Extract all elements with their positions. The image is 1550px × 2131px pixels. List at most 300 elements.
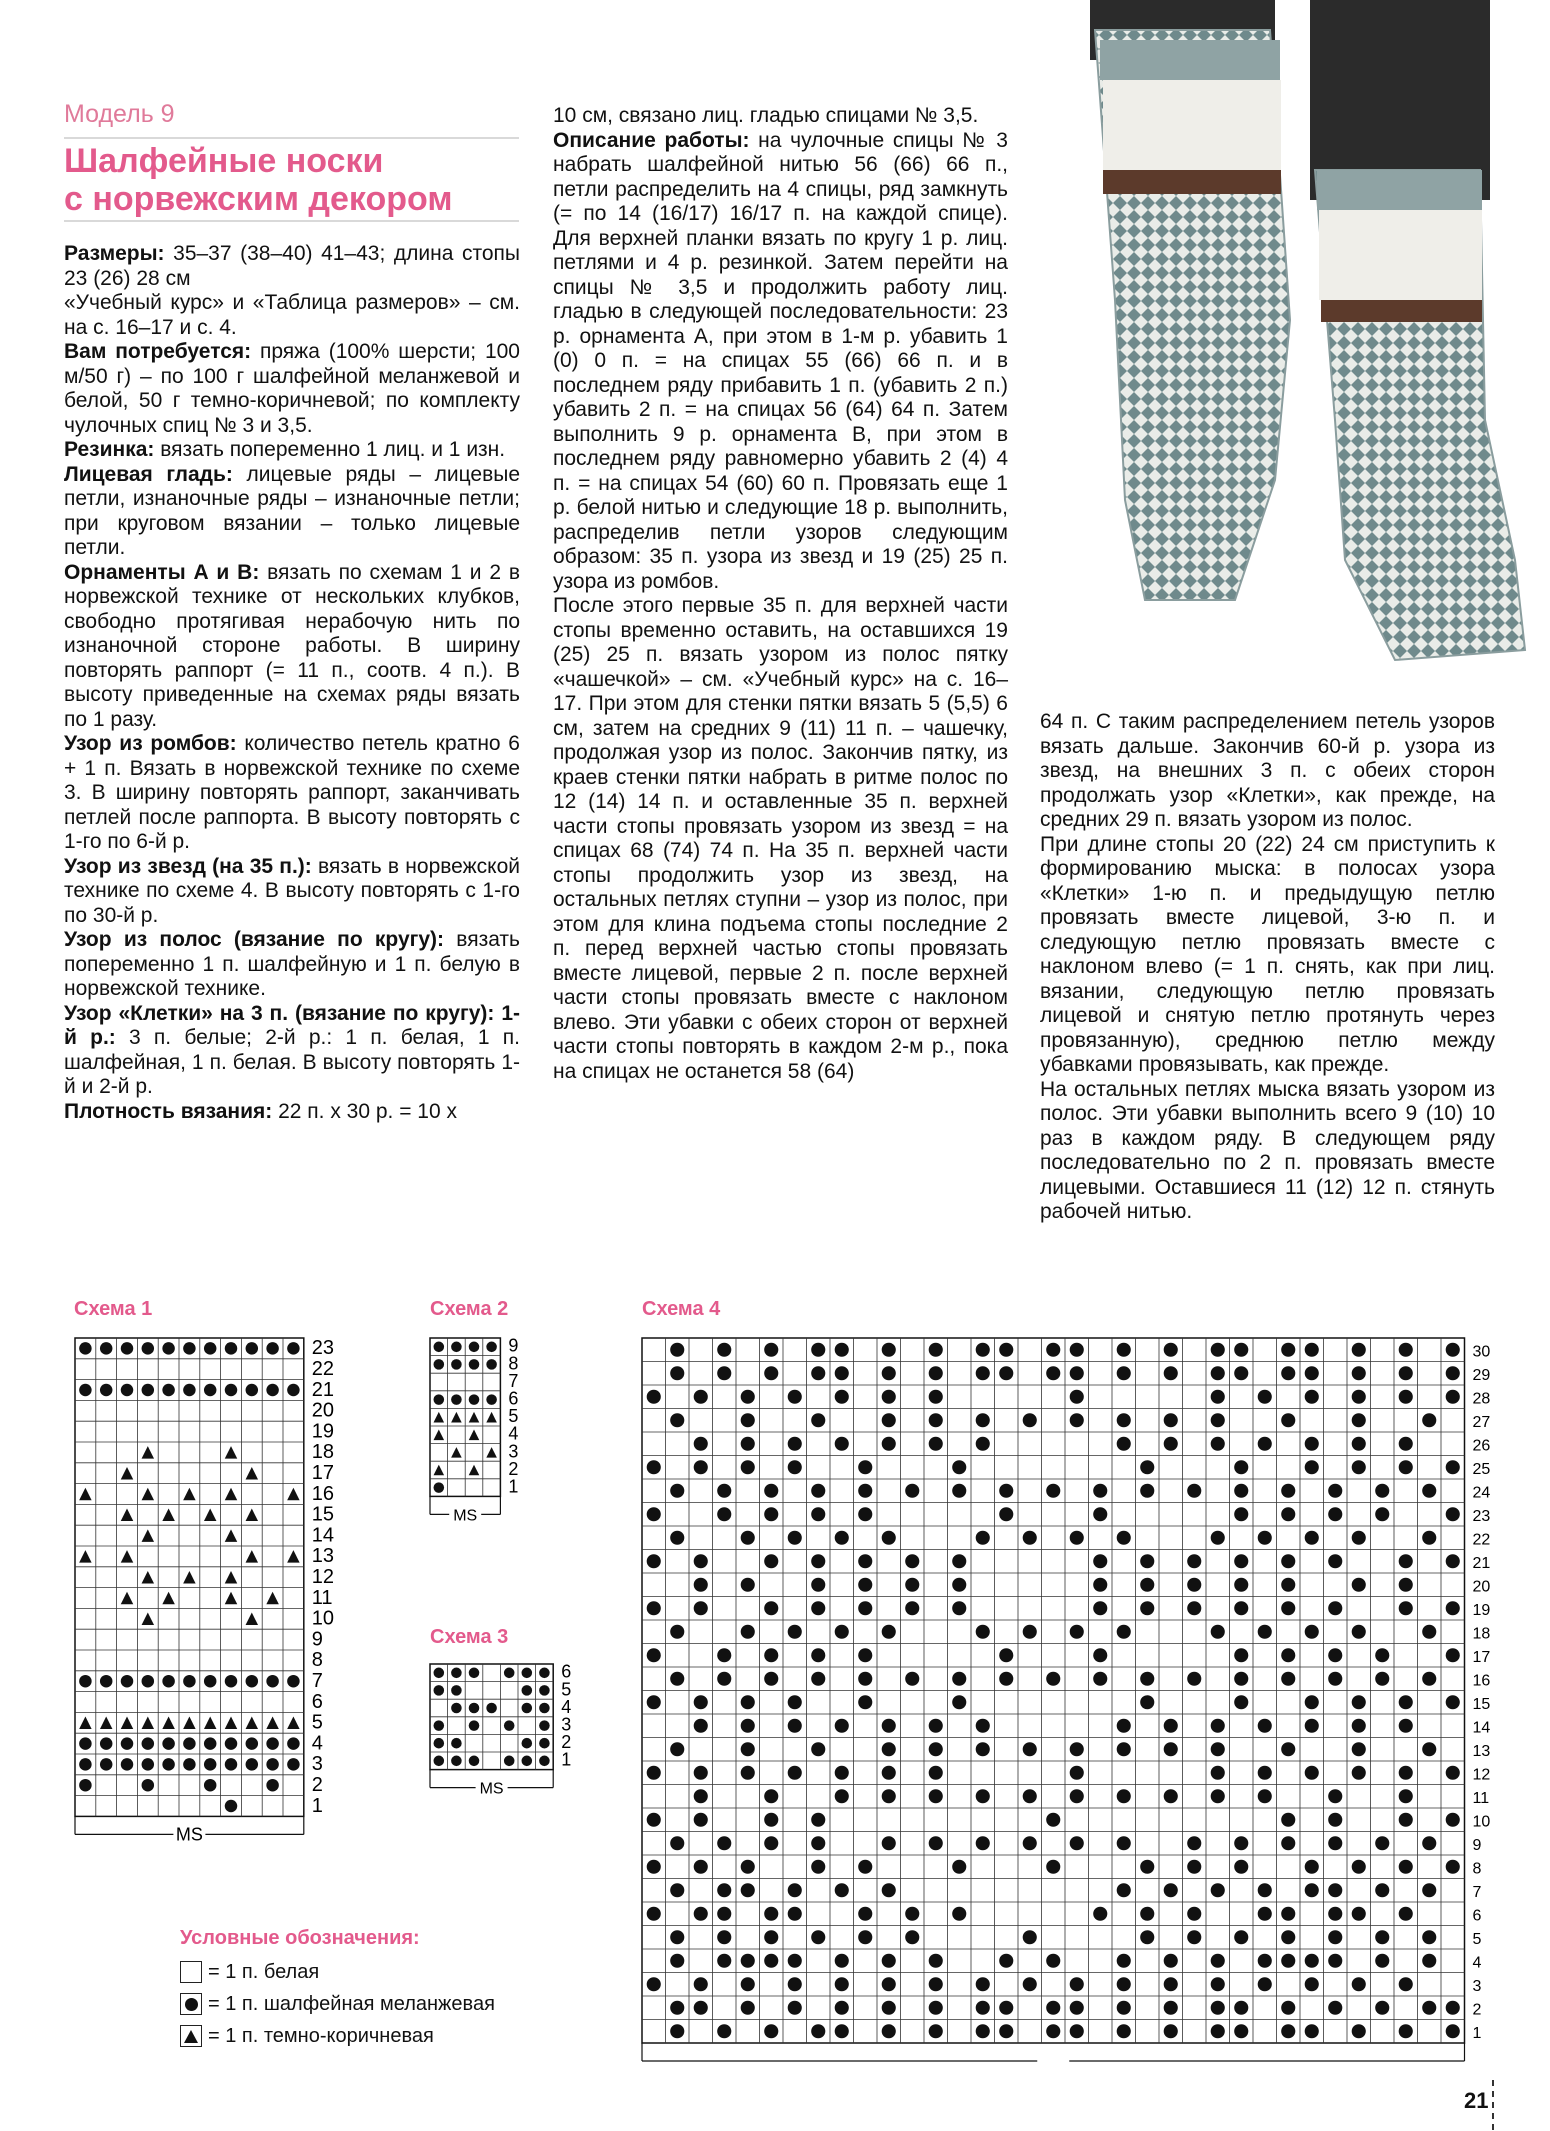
stitch-sage (647, 1695, 661, 1709)
stitch-sage (1140, 1860, 1154, 1874)
stitch-sage (1140, 1484, 1154, 1498)
text-column-2 (553, 104, 1008, 1084)
stitch-sage (287, 1675, 299, 1687)
stitch-sage (835, 1977, 849, 1991)
stitch-sage (486, 1342, 497, 1353)
stitch-sage (1399, 1977, 1413, 1991)
row-number: 3 (561, 1714, 572, 1735)
stitch-sage (905, 1930, 919, 1944)
stitch-sage (670, 1484, 684, 1498)
stitch-sage (183, 1675, 195, 1687)
stitch-sage (858, 1672, 872, 1686)
stitch-sage (952, 1601, 966, 1615)
stitch-sage (204, 1737, 216, 1749)
stitch-sage (1140, 1695, 1154, 1709)
paragraph-heading: Узор из полос (вязание по кругу): (64, 928, 445, 951)
stitch-sage (1140, 1578, 1154, 1592)
stitch-sage (835, 1883, 849, 1897)
stitch-sage (1117, 1883, 1131, 1897)
stitch-sage (522, 1685, 533, 1696)
stitch-sage (1070, 1789, 1084, 1803)
stitch-sage (1070, 1625, 1084, 1639)
stitch-sage (1187, 1484, 1201, 1498)
stitch-sage (1328, 1813, 1342, 1827)
stitch-sage (647, 1813, 661, 1827)
stitch-sage (1093, 1601, 1107, 1615)
stitch-sage (451, 1703, 462, 1714)
stitch-sage (1187, 1930, 1201, 1944)
row-number: 19 (1472, 1601, 1491, 1619)
stitch-sage (1258, 1977, 1272, 1991)
stitch-sage (788, 2001, 802, 2015)
stitch-sage (1446, 1766, 1460, 1780)
stitch-sage (1352, 1977, 1366, 1991)
stitch-sage (835, 1343, 849, 1357)
row-number: 13 (311, 1545, 335, 1568)
stitch-sage (539, 1703, 550, 1714)
stitch-sage (204, 1675, 216, 1687)
stitch-sage (929, 1789, 943, 1803)
stitch-sage (1211, 1625, 1225, 1639)
stitch-sage (266, 1758, 278, 1770)
paragraph-heading: Узор «Клетки» на 3 п. (вязание по кругу): 1-й р.: (64, 1001, 520, 1049)
stitch-sage (1352, 1766, 1366, 1780)
stitch-sage (1281, 1672, 1295, 1686)
stitch-sage (1281, 1813, 1295, 1827)
stitch-sage (999, 1343, 1013, 1357)
stitch-sage (1234, 1836, 1248, 1850)
stitch-sage (741, 1766, 755, 1780)
stitch-sage (1211, 1883, 1225, 1897)
stitch-sage (1258, 1883, 1272, 1897)
stitch-sage (835, 1437, 849, 1451)
stitch-sage (1399, 1860, 1413, 1874)
stitch-sage (929, 2024, 943, 2038)
stitch-sage (1305, 1460, 1319, 1474)
stitch-sage (1352, 1390, 1366, 1404)
stitch-sage (717, 1954, 731, 1968)
stitch-sage (246, 1384, 258, 1396)
stitch-sage (952, 1484, 966, 1498)
stitch-sage (905, 1578, 919, 1592)
stitch-sage (246, 1675, 258, 1687)
stitch-sage (882, 1883, 896, 1897)
stitch-sage (670, 2024, 684, 2038)
stitch-sage (287, 1737, 299, 1749)
stitch-sage (504, 1720, 515, 1731)
stitch-sage (1234, 2024, 1248, 2038)
stitch-sage (1305, 1883, 1319, 1897)
stitch-sage (811, 1742, 825, 1756)
stitch-sage (486, 1359, 497, 1370)
stitch-sage (647, 1554, 661, 1568)
stitch-sage (835, 1390, 849, 1404)
stitch-sage (1375, 1648, 1389, 1662)
stitch-sage (100, 1384, 112, 1396)
stitch-sage (469, 1756, 480, 1767)
stitch-sage (1234, 1554, 1248, 1568)
stitch-sage (121, 1384, 133, 1396)
paragraph (1040, 1078, 1495, 1225)
stitch-sage (976, 1789, 990, 1803)
stitch-sage (451, 1342, 462, 1353)
stitch-sage (1352, 1695, 1366, 1709)
stitch-sage (835, 1766, 849, 1780)
stitch-sage (905, 1484, 919, 1498)
row-number: 20 (311, 1399, 335, 1422)
stitch-sage (1140, 1672, 1154, 1686)
stitch-sage (1352, 1460, 1366, 1474)
row-number: 28 (1472, 1390, 1491, 1408)
cut-line (1492, 2080, 1494, 2130)
stitch-sage (1281, 2024, 1295, 2038)
row-number: 4 (311, 1732, 323, 1755)
stitch-sage (1258, 1390, 1272, 1404)
stitch-sage (670, 1413, 684, 1427)
stitch-sage (246, 1737, 258, 1749)
stitch-sage (1281, 1954, 1295, 1968)
row-number: 25 (1472, 1460, 1491, 1478)
stitch-sage (952, 1907, 966, 1921)
stitch-sage (1258, 1719, 1272, 1733)
stitch-sage (1305, 1625, 1319, 1639)
stitch-sage (882, 1531, 896, 1545)
row-number: 30 (1472, 1343, 1491, 1361)
stitch-sage (788, 1954, 802, 1968)
stitch-sage (1328, 1648, 1342, 1662)
stitch-sage (1164, 1343, 1178, 1357)
stitch-sage (929, 1413, 943, 1427)
legend-brown-label: = 1 п. темно-коричневая (208, 2025, 434, 2047)
stitch-sage (1352, 1719, 1366, 1733)
stitch-sage (451, 1685, 462, 1696)
stitch-sage (1046, 1954, 1060, 1968)
stitch-sage (1281, 1366, 1295, 1380)
stitch-sage (142, 1384, 154, 1396)
stitch-sage (1422, 2001, 1436, 2015)
stitch-sage (162, 1675, 174, 1687)
row-number: 12 (311, 1566, 335, 1589)
stitch-sage (1446, 2001, 1460, 2015)
legend-white-label: = 1 п. белая (208, 1961, 320, 1983)
paragraph (64, 1002, 520, 1100)
stitch-sage (162, 1384, 174, 1396)
stitch-sage (788, 1437, 802, 1451)
stitch-sage (1023, 1930, 1037, 1944)
row-number: 26 (1472, 1437, 1491, 1455)
stitch-sage (741, 1742, 755, 1756)
stitch-sage (1164, 1366, 1178, 1380)
stitch-sage (1375, 1883, 1389, 1897)
stitch-sage (858, 1484, 872, 1498)
stitch-sage (764, 1954, 778, 1968)
row-number: 3 (508, 1441, 519, 1462)
stitch-sage (976, 1437, 990, 1451)
stitch-sage (1046, 2001, 1060, 2015)
stitch-sage (1399, 1719, 1413, 1733)
stitch-sage (741, 1578, 755, 1592)
stitch-sage (79, 1779, 91, 1791)
stitch-sage (741, 1460, 755, 1474)
paragraph-heading: Узор из звезд (на 35 п.): (64, 854, 312, 878)
stitch-sage (905, 1554, 919, 1568)
stitch-sage (811, 1413, 825, 1427)
stitch-sage (183, 1384, 195, 1396)
stitch-sage (1422, 1413, 1436, 1427)
stitch-sage (1046, 1860, 1060, 1874)
stitch-sage (225, 1675, 237, 1687)
stitch-sage (976, 1836, 990, 1850)
stitch-sage (183, 1342, 195, 1354)
stitch-sage (976, 2001, 990, 2015)
stitch-sage (741, 1437, 755, 1451)
stitch-sage (858, 1930, 872, 1944)
stitch-sage (225, 1758, 237, 1770)
stitch-sage (999, 1672, 1013, 1686)
stitch-sage (1399, 1578, 1413, 1592)
paragraph-heading: Размеры: (64, 242, 165, 265)
stitch-sage (717, 1883, 731, 1897)
row-number: 23 (1472, 1507, 1491, 1525)
stitch-sage (539, 1668, 550, 1679)
stitch-sage (204, 1384, 216, 1396)
row-number: 6 (311, 1690, 323, 1713)
stitch-sage (976, 1625, 990, 1639)
stitch-sage (929, 1719, 943, 1733)
stitch-sage (1422, 1531, 1436, 1545)
stitch-sage (1352, 1625, 1366, 1639)
scheme-3-title: Схема 3 (430, 1626, 509, 1648)
stitch-sage (717, 1672, 731, 1686)
stitch-sage (717, 1648, 731, 1662)
paragraph-body: При длине стопы 20 (22) 24 см приступить к формированию мыска: в полосах узора «Клетки» 1-ю п. и предыдущую петлю провязать вместе лицевой, 3-ю п. и следующую петлю провязать вместе с наклоном влево (= 1 п. снять, как при лиц. вязании, следующую петлю провязать лицевой и снятую петлю протянуть через провязанную), среднюю петлю между убавками провязывать, как прежде. (1040, 832, 1495, 1076)
paragraph-body: После этого первые 35 п. для верхней части стопы временно оставить, на оставшихся 19 (25) 25 п. вязать узором из полос пятку «чашечкой» – см. «Учебный курс» на с. 16–17. При этом для стенки пятки вязать 5 (5,5) 6 см, затем на средних 9 (11) 11 п. – чашечку, продолжая узор из полос. Закончив пятку, из краев стенки пятки набрать в ритме полос по 12 (14) 14 п. и оставленные 35 п. верхней части стопы провязать узором из звезд = на спицах 68 (74) 74 п. На 35 п. верхней части стопы продолжить узор из звезд, на остальных петлях ступни – узор из полос, при этом для клина подъема стопы последние 2 п. перед верхней частью стопы провязать вместе лицевой, первые 2 п. после верхней части стопы провязать вместе с наклоном влево. Эти убавки с обеих сторон от верхней части стопы повторять в каждом 2-м р., пока на спицах не останется 58 (64) (553, 594, 1008, 1083)
stitch-sage (1446, 1343, 1460, 1357)
stitch-sage (1281, 1648, 1295, 1662)
stitch-sage (694, 1460, 708, 1474)
row-number: 21 (1472, 1554, 1491, 1572)
stitch-sage (1187, 1836, 1201, 1850)
stitch-sage (504, 1668, 515, 1679)
stitch-sage (162, 1758, 174, 1770)
stitch-sage (1352, 1366, 1366, 1380)
stitch-sage (670, 1343, 684, 1357)
stitch-sage (204, 1342, 216, 1354)
stitch-sage (929, 1977, 943, 1991)
stitch-sage (670, 1742, 684, 1756)
stitch-sage (976, 1413, 990, 1427)
stitch-sage (287, 1342, 299, 1354)
stitch-sage (539, 1685, 550, 1696)
row-number: 6 (561, 1661, 572, 1682)
stitch-sage (1281, 1484, 1295, 1498)
stitch-sage (1352, 1437, 1366, 1451)
paragraph-body: 3 п. белые; 2-й р.: 1 п. белая, 1 п. шалфейная, 1 п. белая. В высоту повторять 1-й и 2-й р. (64, 1026, 520, 1098)
stitch-sage (811, 1601, 825, 1615)
stitch-sage (1446, 1554, 1460, 1568)
stitch-sage (1023, 1531, 1037, 1545)
stitch-sage (1422, 1625, 1436, 1639)
stitch-sage (1281, 1578, 1295, 1592)
stitch-sage (1328, 1883, 1342, 1897)
stitch-sage (788, 1460, 802, 1474)
stitch-sage (1070, 1413, 1084, 1427)
stitch-sage (1023, 1789, 1037, 1803)
stitch-sage (142, 1675, 154, 1687)
stitch-sage (1164, 2024, 1178, 2038)
row-number: 17 (311, 1462, 335, 1485)
stitch-sage (1070, 1366, 1084, 1380)
stitch-sage (1446, 1507, 1460, 1521)
stitch-sage (1446, 1601, 1460, 1615)
stitch-sage (882, 1789, 896, 1803)
stitch-sage (1258, 1766, 1272, 1780)
stitch-sage (100, 1342, 112, 1354)
stitch-sage (788, 1390, 802, 1404)
stitch-sage (1211, 1789, 1225, 1803)
stitch-sage (246, 1342, 258, 1354)
stitch-sage (1070, 1390, 1084, 1404)
stitch-sage (1352, 1343, 1366, 1357)
paragraph (1040, 833, 1495, 1078)
stitch-sage (1117, 1343, 1131, 1357)
stitch-sage (1164, 1954, 1178, 1968)
row-number: 2 (311, 1774, 323, 1797)
paragraph-body: лицевые ряды – лицевые петли, изнаночные ряды – изнаночные петли; при круговом вязании – только лицевые петли. (64, 462, 521, 559)
triangle-square-icon (180, 2025, 202, 2047)
scheme-4-chart (642, 1338, 1522, 2078)
stitch-sage (434, 1756, 445, 1767)
stitch-sage (976, 1977, 990, 1991)
legend-white (180, 1956, 495, 1988)
stitch-sage (1234, 1343, 1248, 1357)
stitch-sage (999, 1648, 1013, 1662)
stitch-sage (1070, 1531, 1084, 1545)
paragraph (64, 438, 520, 463)
stitch-sage (952, 1460, 966, 1474)
stitch-sage (266, 1342, 278, 1354)
stitch-sage (1422, 1836, 1436, 1850)
stitch-sage (764, 1930, 778, 1944)
stitch-sage (717, 1930, 731, 1944)
stitch-sage (717, 2024, 731, 2038)
stitch-sage (1328, 1789, 1342, 1803)
row-number: 2 (561, 1732, 572, 1753)
stitch-sage (225, 1737, 237, 1749)
stitch-sage (539, 1738, 550, 1749)
stitch-sage (764, 1907, 778, 1921)
paragraph-body: 10 см, связано лиц. гладью спицами № 3,5. (553, 104, 979, 127)
stitch-sage (162, 1342, 174, 1354)
stitch-sage (469, 1394, 480, 1405)
stitch-sage (1234, 1578, 1248, 1592)
stitch-sage (647, 1390, 661, 1404)
row-number: 5 (508, 1406, 519, 1427)
stitch-sage (1281, 1907, 1295, 1921)
stitch-sage (469, 1668, 480, 1679)
stitch-sage (142, 1779, 154, 1791)
stitch-sage (929, 2001, 943, 2015)
stitch-sage (79, 1675, 91, 1687)
text-column-3 (1040, 710, 1495, 1225)
stitch-sage (1117, 1742, 1131, 1756)
stitch-sage (121, 1342, 133, 1354)
stitch-sage (788, 1766, 802, 1780)
stitch-sage (1093, 1672, 1107, 1686)
row-number: 8 (311, 1649, 323, 1672)
stitch-sage (1375, 2001, 1389, 2015)
stitch-sage (266, 1384, 278, 1396)
stitch-sage (929, 1954, 943, 1968)
stitch-sage (811, 1366, 825, 1380)
row-number: 11 (311, 1586, 333, 1609)
row-number: 20 (1472, 1578, 1491, 1596)
stitch-sage (434, 1482, 445, 1493)
stitch-sage (1422, 1883, 1436, 1897)
stitch-sage (539, 1756, 550, 1767)
row-number: 4 (508, 1423, 519, 1444)
stitch-sage (1234, 1484, 1248, 1498)
stitch-sage (835, 1954, 849, 1968)
stitch-sage (647, 1860, 661, 1874)
stitch-sage (858, 1460, 872, 1474)
stitch-sage (1446, 1366, 1460, 1380)
stitch-sage (670, 1954, 684, 1968)
stitch-sage (1093, 1507, 1107, 1521)
stitch-sage (882, 1437, 896, 1451)
page-title (64, 142, 453, 218)
stitch-sage (999, 1507, 1013, 1521)
stitch-sage (717, 1343, 731, 1357)
stitch-sage (858, 1507, 872, 1521)
stitch-sage (905, 1601, 919, 1615)
stitch-sage (835, 1366, 849, 1380)
stitch-sage (811, 1672, 825, 1686)
stitch-sage (1117, 1625, 1131, 1639)
paragraph-heading: Орнаменты А и В: (64, 560, 260, 584)
stitch-sage (100, 1758, 112, 1770)
stitch-sage (1093, 1554, 1107, 1568)
stitch-sage (1211, 1531, 1225, 1545)
stitch-sage (741, 1719, 755, 1733)
stitch-sage (1422, 1954, 1436, 1968)
stitch-sage (1187, 1578, 1201, 1592)
stitch-sage (811, 1930, 825, 1944)
row-number: 8 (1472, 1860, 1482, 1878)
stitch-sage (1352, 1578, 1366, 1592)
stitch-sage (835, 1719, 849, 1733)
legend-brown (180, 2020, 495, 2052)
stitch-sage (1328, 1954, 1342, 1968)
stitch-sage (1023, 1742, 1037, 1756)
stitch-sage (764, 1507, 778, 1521)
stitch-sage (1352, 1860, 1366, 1874)
row-number: 1 (508, 1476, 519, 1497)
stitch-sage (835, 1531, 849, 1545)
stitch-sage (1117, 1789, 1131, 1803)
stitch-sage (882, 1413, 896, 1427)
paragraph-body: 35–37 (38–40) 41–43; длина стопы 23 (26) 28 см (64, 242, 520, 290)
stitch-sage (434, 1359, 445, 1370)
stitch-sage (204, 1779, 216, 1791)
stitch-sage (1399, 1390, 1413, 1404)
row-number: 2 (1472, 2001, 1482, 2019)
stitch-sage (788, 1531, 802, 1545)
stitch-sage (647, 1648, 661, 1662)
stitch-sage (694, 1766, 708, 1780)
stitch-sage (882, 1977, 896, 1991)
stitch-sage (952, 1860, 966, 1874)
